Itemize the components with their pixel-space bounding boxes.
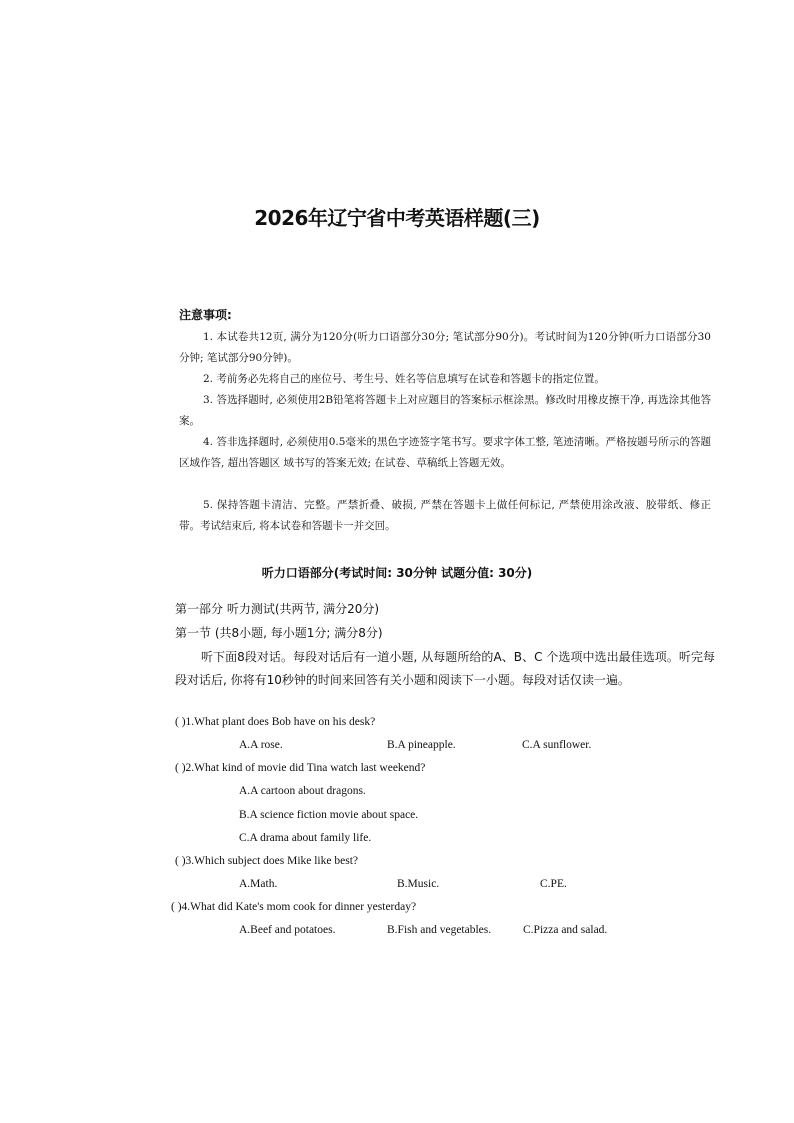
notes-heading: 注意事项: bbox=[179, 308, 232, 322]
question-4-stem: ( )4.What did Kate's mom cook for dinner yesterday? bbox=[171, 901, 417, 913]
listening-instructions: 听下面8段对话。每段对话后有一道小题, 从每题所给的A、B、C 个选项中选出最佳选项。听完每段对话后, 你将有10秒钟的时间来回答有关小题和阅读下一小题。每段对话仅读一遍。 bbox=[175, 650, 715, 687]
subpart-one-heading: 第一节 (共8小题, 每小题1分; 满分8分) bbox=[175, 626, 383, 640]
question-3-stem: ( )3.Which subject does Mike like best? bbox=[175, 855, 358, 867]
question-3-option-c: C.PE. bbox=[540, 878, 567, 890]
question-4-option-a: A.Beef and potatoes. bbox=[239, 924, 336, 936]
question-2-option-b: B.A science fiction movie about space. bbox=[239, 809, 419, 821]
listening-section-title: 听力口语部分(考试时间: 30分钟 试题分值: 30分) bbox=[261, 566, 533, 580]
part-one-heading: 第一部分 听力测试(共两节, 满分20分) bbox=[175, 602, 380, 616]
question-3-option-b: B.Music. bbox=[397, 878, 440, 890]
note-item-5: 5. 保持答题卡清洁、完整。严禁折叠、破损, 严禁在答题卡上做任何标记, 严禁使用涂改液、胶带纸、修正带。考试结束后, 将本试卷和答题卡一并交回。 bbox=[179, 499, 711, 532]
note-item-1: 1. 本试卷共12页, 满分为120分(听力口语部分30分; 笔试部分90分)。考试时间为120分钟(听力口语部分30分钟; 笔试部分90分钟)。 bbox=[179, 331, 711, 364]
question-2-option-a: A.A cartoon about dragons. bbox=[239, 785, 366, 797]
question-1-option-c: C.A sunflower. bbox=[522, 739, 592, 751]
question-1-stem: ( )1.What plant does Bob have on his desk? bbox=[175, 716, 376, 728]
question-2-option-c: C.A drama about family life. bbox=[239, 832, 372, 844]
page-title: 2026年辽宁省中考英语样题(三) bbox=[254, 206, 540, 230]
question-1-option-b: B.A pineapple. bbox=[387, 739, 456, 751]
question-3-option-a: A.Math. bbox=[239, 878, 278, 890]
question-4-option-c: C.Pizza and salad. bbox=[523, 924, 608, 936]
note-item-2: 2. 考前务必先将自己的座位号、考生号、姓名等信息填写在试卷和答题卡的指定位置。 bbox=[203, 373, 605, 385]
note-item-3: 3. 答选择题时, 必须使用2B铅笔将答题卡上对应题目的答案标示框涂黑。修改时用橡皮擦干净, 再选涂其他答案。 bbox=[179, 394, 711, 427]
question-4-option-b: B.Fish and vegetables. bbox=[387, 924, 492, 936]
question-2-stem: ( )2.What kind of movie did Tina watch last weekend? bbox=[175, 762, 426, 774]
note-item-4: 4. 答非选择题时, 必须使用0.5毫米的黑色字迹签字笔书写。要求字体工整, 笔迹清晰。严格按题号所示的答题区域作答, 超出答题区 域书写的答案无效; 在试卷、草稿纸上答题无效。 bbox=[179, 436, 711, 469]
question-1-option-a: A.A rose. bbox=[239, 739, 283, 751]
